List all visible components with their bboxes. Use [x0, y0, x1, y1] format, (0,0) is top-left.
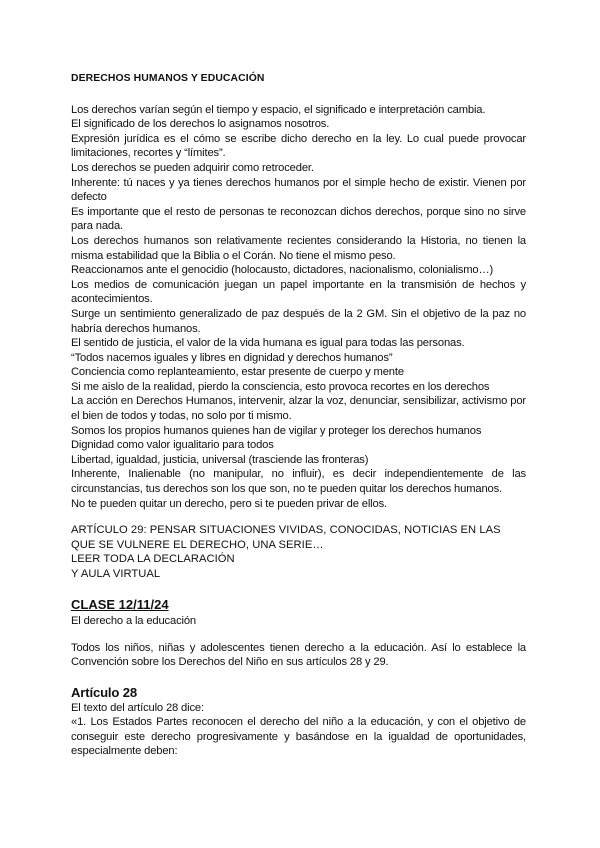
spacer	[71, 629, 526, 641]
note-paragraph: Los derechos humanos son relativamente recientes considerando la Historia, no tienen la misma estabilidad que la Biblia o el Corán. No tiene el mismo peso.	[71, 234, 526, 262]
note-paragraph: Surge un sentimiento generalizado de paz después de la 2 GM. Sin el objetivo de la paz no habría derechos humanos.	[71, 307, 526, 335]
assignment-line: Y AULA VIRTUAL	[71, 568, 161, 580]
assignment-line: ARTÍCULO 29: PENSAR SITUACIONES VIVIDAS, CONOCIDAS, NOTICIAS EN LAS QUE SE VULNERE EL DERECHO, UNA SERIE…	[71, 524, 501, 551]
class-intro: Todos los niños, niñas y adolescentes tienen derecho a la educación. Así lo establece la Convención sobre los Derechos del Niño en sus artículos 28 y 29.	[71, 641, 526, 669]
note-paragraph: La acción en Derechos Humanos, intervenir, alzar la voz, denunciar, sensibilizar, activismo por el bien de todos y todas, no solo por ti mismo.	[71, 395, 526, 423]
spacer	[71, 511, 526, 523]
article-text: «1. Los Estados Partes reconocen el derecho del niño a la educación, y con el objetivo de conseguir este derecho progresivamente y basándose en la igualdad de oportunidades, especialmente deben:	[71, 716, 526, 758]
note-paragraph: Los derechos varían según el tiempo y espacio, el significado e interpretación cambia.	[71, 103, 486, 116]
note-paragraph: Reaccionamos ante el genocidio (holocausto, dictadores, nacionalismo, colonialismo…)	[71, 264, 494, 277]
note-paragraph: Expresión jurídica es el cómo se escribe dicho derecho en la ley. Lo cual puede provocar limitaciones, recortes y “límites”.	[71, 132, 526, 160]
assignment-line: LEER TODA LA DECLARACIÓN	[71, 553, 235, 566]
class-subtitle: El derecho a la educación	[71, 615, 196, 628]
note-paragraph: Inherente: tú naces y ya tienes derechos humanos por el simple hecho de existir. Vienen por defecto	[71, 176, 526, 204]
assignment-section	[71, 523, 526, 581]
note-paragraph: Los medios de comunicación juegan un papel importante en la transmisión de hechos y acontecimientos.	[71, 278, 526, 306]
class-heading: CLASE 12/11/24	[71, 596, 169, 612]
note-paragraph: “Todos nacemos iguales y libres en dignidad y derechos humanos”	[71, 351, 393, 364]
note-paragraph: Inherente, Inalienable (no manipular, no influir), es decir independientemente de las circunstancias, tus derechos son los que son, no te pueden quitar los derechos humanos.	[71, 468, 526, 496]
note-paragraph: El significado de los derechos lo asignamos nosotros.	[71, 118, 330, 131]
article-lead: El texto del artículo 28 dice:	[71, 701, 204, 714]
document-title: DERECHOS HUMANOS Y EDUCACIÓN	[71, 73, 265, 84]
note-paragraph: Si me aislo de la realidad, pierdo la consciencia, esto provoca recortes en los derechos	[71, 380, 490, 393]
note-paragraph: Conciencia como replanteamiento, estar presente de cuerpo y mente	[71, 366, 404, 379]
article-heading: Artículo 28	[71, 684, 138, 700]
notes-section	[71, 103, 526, 512]
note-paragraph: No te pueden quitar un derecho, pero si te pueden privar de ellos.	[71, 497, 387, 510]
note-paragraph: Los derechos se pueden adquirir como retroceder.	[71, 161, 314, 174]
note-paragraph: Es importante que el resto de personas te reconozcan dichos derechos, porque sino no sirve para nada.	[71, 205, 526, 233]
document-body	[71, 72, 526, 759]
note-paragraph: Libertad, igualdad, justicia, universal (trasciende las fronteras)	[71, 453, 369, 466]
note-paragraph: El sentido de justicia, el valor de la vida humana es igual para todas las personas.	[71, 337, 465, 350]
note-paragraph: Somos los propios humanos quienes han de vigilar y proteger los derechos humanos	[71, 424, 482, 437]
note-paragraph: Dignidad como valor igualitario para todos	[71, 439, 274, 452]
